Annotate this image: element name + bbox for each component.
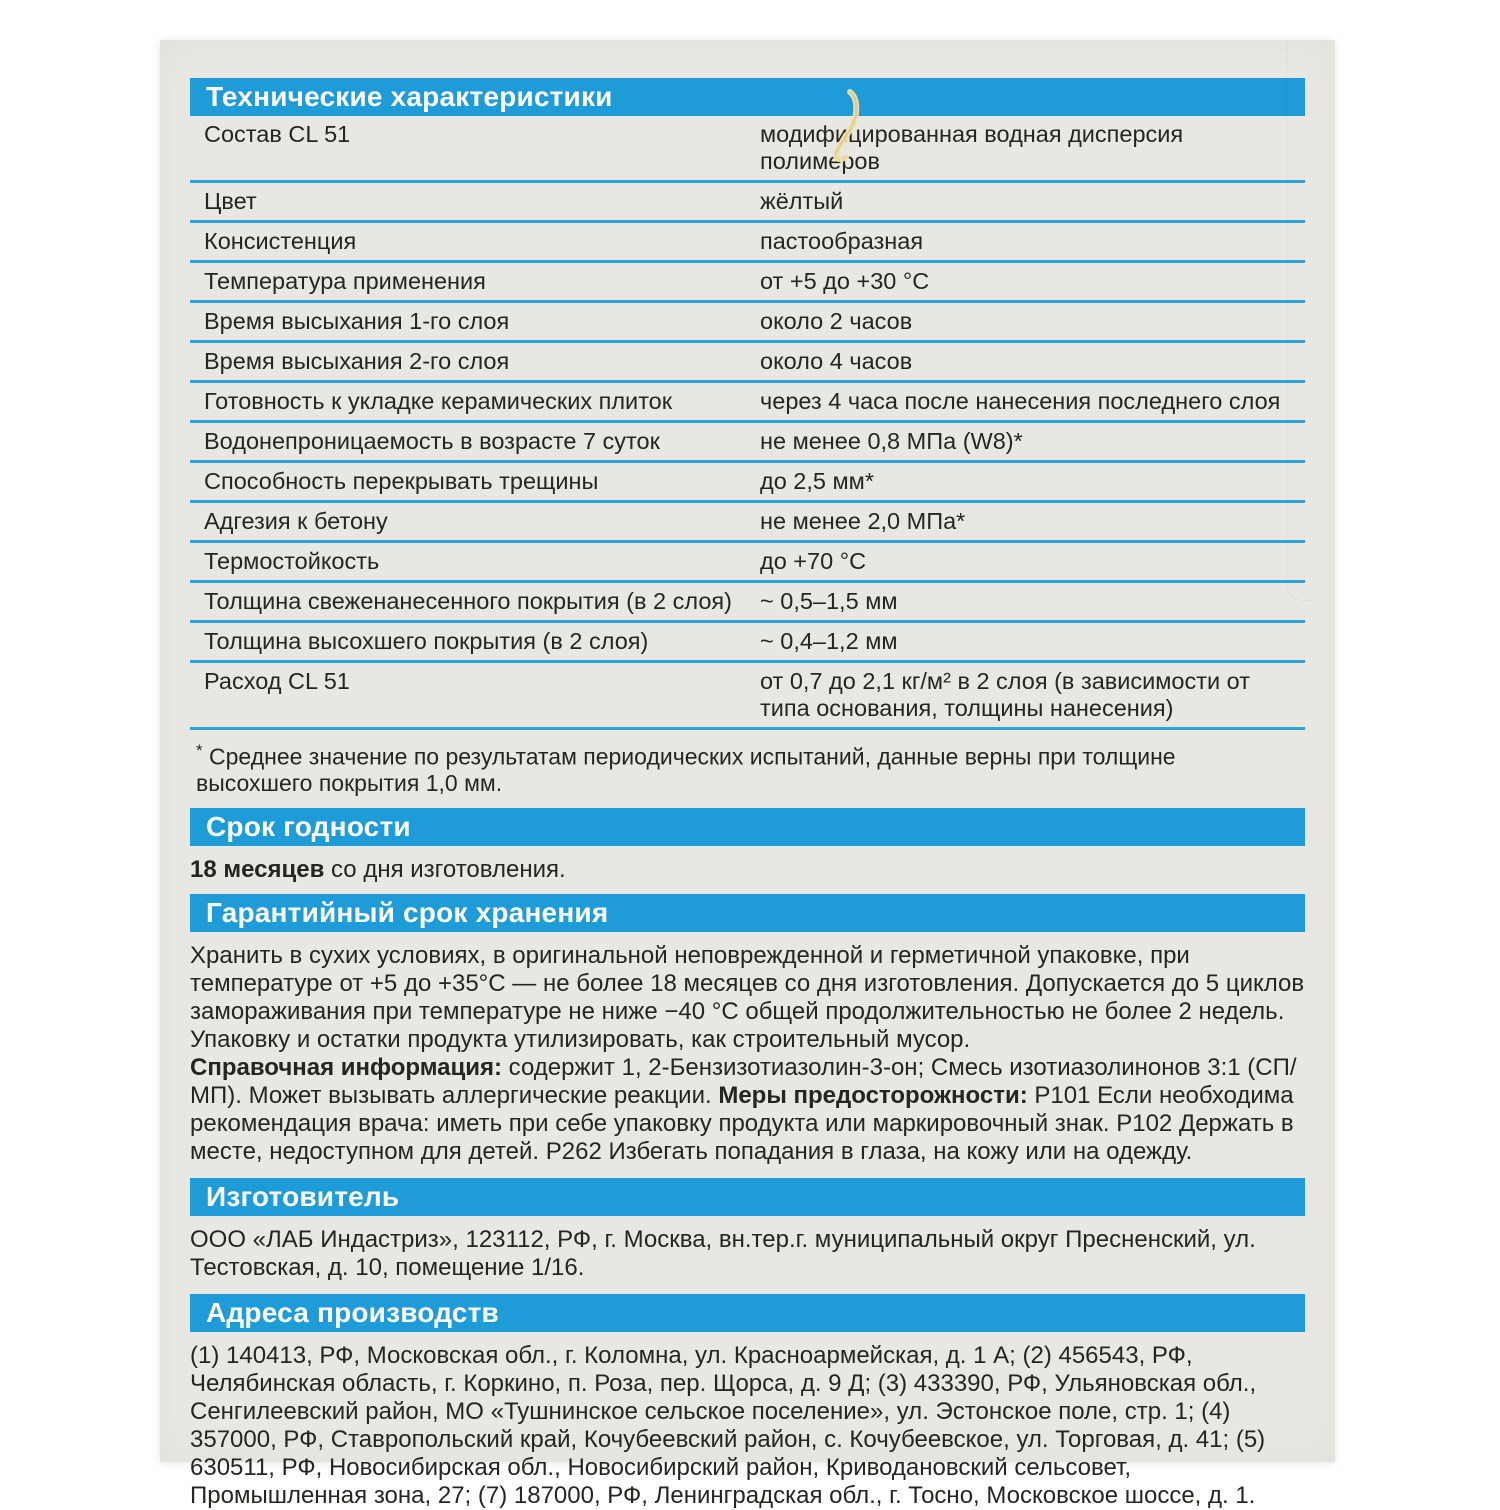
table-row [190,503,1305,543]
spec-label: Готовность к укладке керамических плиток [204,388,673,414]
reference-info-body: содержит 1, 2-Бензизотиазолин-3-он; Смесь изотиазолинонов 3:1 (СП/МП). Может вызывать аллергические реакции. [190,1053,1297,1109]
shelf-life-suffix: со дня изготовления. [324,855,566,883]
spec-value: жёлтый [760,188,844,214]
table-row [190,663,1305,730]
spec-label: Водонепроницаемость в возрасте 7 суток [204,428,660,454]
shelf-life-text [190,856,1305,884]
spec-label: Время высыхания 2-го слоя [204,348,510,374]
section-title: Технические характеристики [206,81,613,112]
footnote-text: Среднее значение по результатам периодических испытаний, данные верны при толщине высохшего покрытия 1,0 мм. [196,743,1176,796]
table-row [190,583,1305,623]
spec-value: от +5 до +30 °C [760,268,930,294]
section-header-technical [190,78,1305,116]
production-sites-text: (1) 140413, РФ, Московская обл., г. Коломна, ул. Красноармейская, д. 1 А; (2) 456543, РФ, Челябинская область, г. Коркино, п. Роза, пер. Щорса, д. 9 Д; (3) 433390, РФ, Ульяновская обл., Сенгилеевский район, МО «Тушнинское сельское поселение», ул. Эстонское поле, стр. 1; (4) 357000, РФ, Ставропольский край, Кочубеевский район, с. Кочубеевское, ул. Торговая, д. 41; (5) 630511, РФ, Новосибирская обл., Новосибирский район, Криводановский сельсовет, Промышленная зона, 27; (7) 187000, РФ, Ленинградская обл., г. Тосно, Московское шоссе, д. 1. [190,1341,1266,1509]
table-row [190,116,1305,183]
spec-value: модифицированная водная дисперсия полимеров [760,121,1184,174]
spec-value: через 4 часа после нанесения последнего слоя [760,388,1281,414]
section-header-production-sites [190,1294,1305,1332]
spec-label: Расход CL 51 [204,668,350,694]
table-row [190,623,1305,663]
footnote-asterisk: * [196,741,203,760]
section-header-shelf-life [190,808,1305,846]
spec-value: до 2,5 мм* [760,468,874,494]
table-row [190,303,1305,343]
reference-info-label: Справочная информация: [190,1053,503,1081]
spec-value: около 4 часов [760,348,913,374]
table-footnote [196,738,1296,796]
spec-value: до +70 °C [760,548,867,574]
spec-label: Толщина высохшего покрытия (в 2 слоя) [204,628,649,654]
spec-value: не менее 0,8 МПа (W8)* [760,428,1023,454]
reference-info-text [190,1054,1305,1166]
spec-value: не менее 2,0 МПа* [760,508,966,534]
section-title: Гарантийный срок хранения [206,896,609,928]
spec-value: ~ 0,4–1,2 мм [760,628,898,654]
table-row [190,263,1305,303]
spec-label: Способность перекрывать трещины [204,468,599,494]
spec-value: пастообразная [760,228,924,254]
precautions-label: Меры предосторожности: [718,1081,1028,1109]
spec-label: Время высыхания 1-го слоя [204,308,510,334]
product-label-card [160,40,1335,1509]
tech-specs-table [190,116,1305,730]
spec-label: Температура применения [204,268,486,294]
table-row [190,423,1305,463]
section-title: Адреса производств [206,1296,499,1328]
spec-value: ~ 0,5–1,5 мм [760,588,898,614]
section-header-storage [190,894,1305,932]
spec-label: Термостойкость [204,548,380,574]
table-row [190,383,1305,423]
precautions-body: P101 Если необходима рекомендация врача: иметь при себе упаковку продукта или маркировочный знак. P102 Держать в месте, недоступном для детей. P262 Избегать попадания в глаза, на кожу или на одежду. [190,1081,1294,1165]
section-title: Срок годности [206,810,411,842]
table-row [190,543,1305,583]
section-header-manufacturer [190,1178,1305,1216]
section-title: Изготовитель [206,1180,400,1212]
table-row [190,223,1305,263]
spec-label: Состав CL 51 [204,121,351,147]
spec-label: Цвет [204,188,257,214]
spec-label: Консистенция [204,228,357,254]
spec-value: около 2 часов [760,308,913,334]
spec-label: Адгезия к бетону [204,508,388,534]
table-row [190,343,1305,383]
manufacturer-text: ООО «ЛАБ Индастриз», 123112, РФ, г. Москва, вн.тер.г. муниципальный округ Пресненский, ул. Тестовская, д. 10, помещение 1/16. [190,1225,1256,1281]
table-row [190,183,1305,223]
spec-label: Толщина свеженанесенного покрытия (в 2 слоя) [204,588,732,614]
spec-value: от 0,7 до 2,1 кг/м² в 2 слоя (в зависимости от типа основания, толщины нанесения) [760,668,1250,721]
storage-conditions-text: Хранить в сухих условиях, в оригинальной неповрежденной и герметичной упаковке, при температуре от +5 до +35°C — не более 18 месяцев со дня изготовления. Допускается до 5 циклов замораживания при температуре не ниже −40 °C общей продолжительностью не более 2 недель. Упаковку и остатки продукта утилизировать, как строительный мусор. [190,941,1305,1053]
shelf-life-duration: 18 месяцев [190,855,325,883]
table-row [190,463,1305,503]
